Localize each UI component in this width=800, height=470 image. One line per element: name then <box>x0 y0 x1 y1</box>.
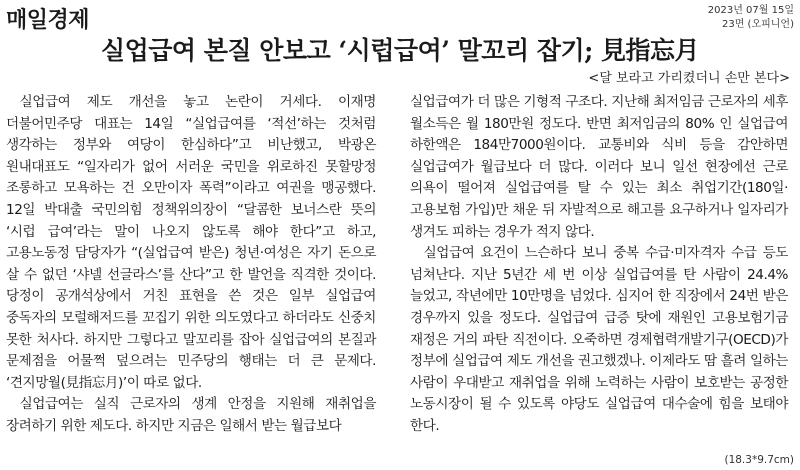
newspaper-masthead: 매일경제 <box>6 8 90 33</box>
article-size-note: (18.3*9.7cm) <box>724 454 794 466</box>
publish-date: 2023년 07월 15일 <box>707 5 794 16</box>
article-subheadline: <달 보라고 가리켰더니 손만 본다> <box>588 71 790 86</box>
page-section: 23면 (오피니언) <box>721 19 794 30</box>
paragraph: 실업급여가 더 많은 기형적 구조다. 지난해 최저임금 근로자의 세후 월소득은 월 180만원 정도다. 반면 최저임금의 80% 인 실업급여 하한액은 184만7000원이다. 교통비와 식비 등을 감안하면 실업급여가 월급보다 더 많다. 이러다 보니 일선 현장에선 근로 의욕이 떨어져 실업급여를 탈 수 있는 최소 취업기간(180일·고용보험 가입)만 채운 뒤 자발적으로 해고를 요구하거나 일자리가 생겨도 피하는 경우가 적지 않다. <box>410 94 788 240</box>
article-column-right <box>410 92 788 438</box>
paragraph: 실업급여 요건이 느슨하다 보니 중복 수급·미자격자 수급 등도 넘쳐난다. 지난 5년간 세 번 이상 실업급여를 탄 사람이 24.4% 늘었고, 작년에만 10만명을 넘었다. 심지어 한 직장에서 24번 받은 경우까지 있을 정도다. 실업급여 급증 탓에 재원인 고용보험기금 재정은 거의 파탄 직전이다. 오죽하면 경제협력개발기구(OECD)가 정부에 실업급여 제도 개선을 권고했겠나. 이제라도 땀 흘려 일하는 사람이 우대받고 재취업을 위해 노력하는 사람이 보호받는 공정한 노동시장이 될 수 있도록 야당도 실업급여 대수술에 힘을 보태야 한다. <box>410 245 788 434</box>
paragraph: 실업급여 제도 개선을 놓고 논란이 거세다. 이재명 더불어민주당 대표는 14일 “실업급여를 ‘적선’하는 것처럼 생각하는 정부와 여당이 한심하다”고 비난했고, 박광온 원내대표도 “일자리가 없어 서러운 국민을 위로하진 못할망정 조롱하고 모욕하는 건 오만이자 폭력”이라고 여권을 맹공했다. 12일 박대출 국민의힘 정책위의장이 “달콤한 보너스란 뜻의 ‘시럽 급여’라는 말이 나오지 않도록 해야 한다”고 하고, 고용노동정 담당자가 “(실업급여 받은) 청년·여성은 자기 돈으로 살 수 없던 ‘샤넬 선글라스’를 산다”고 한 발언을 직격한 것이다. 당정이 공개석상에서 거친 표현을 쓴 것은 일부 실업급여 중독자의 모럴해저드를 꼬집기 위한 의도였다고 하더라도 신중치 못한 처사다. 하지만 그렇다고 말꼬리를 잡아 실업급여의 본질과 문제점을 어물쩍 덮으려는 민주당의 행태는 더 큰 문제다. ‘견지망월(見指忘月)’이 따로 없다. <box>6 94 376 391</box>
article-column-left <box>6 92 376 438</box>
article-headline: 실업급여 본질 안보고 ‘시럽급여’ 말꼬리 잡기; 見指忘月 <box>100 36 700 65</box>
paragraph: 실업급여는 실직 근로자의 생계 안정을 지원해 재취업을 장려하기 위한 제도다. 하지만 지금은 일해서 받는 월급보다 <box>6 396 376 434</box>
dateline <box>708 4 794 32</box>
